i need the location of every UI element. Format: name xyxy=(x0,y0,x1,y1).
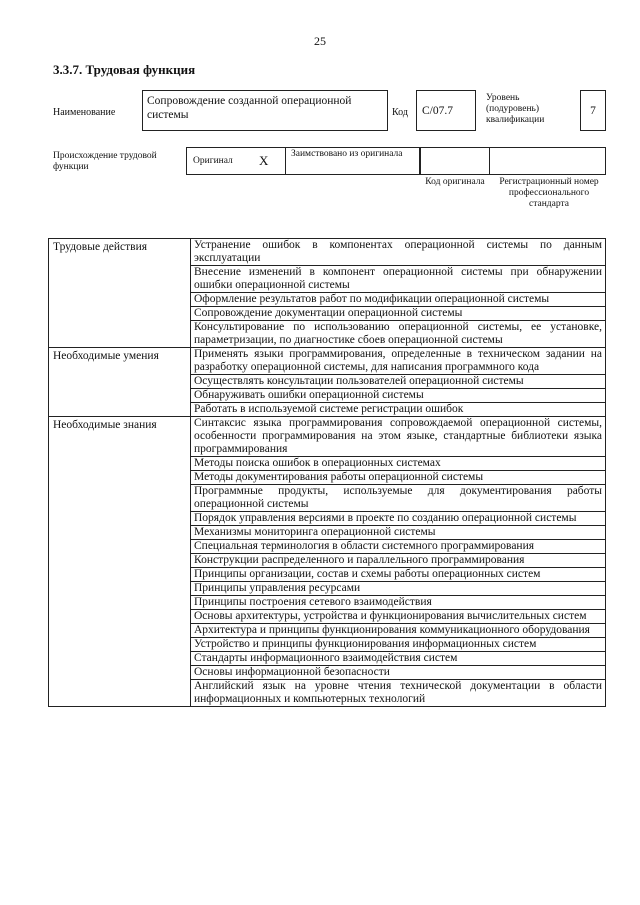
section-title: 3.3.7. Трудовая функция xyxy=(53,62,196,77)
code-original-label: Код оригинала xyxy=(425,177,485,187)
item-cell: Обнаруживать ошибки операционной системы xyxy=(191,389,606,403)
origin-label: Происхождение трудовой функции xyxy=(53,151,157,172)
item-cell: Конструкции распределенного и параллельного программирования xyxy=(191,554,606,568)
item-cell: Методы поиска ошибок в операционных системах xyxy=(191,457,606,471)
item-cell: Применять языки программирования, определенные в техническом задании на разработку операционной системы, для написания программного кода xyxy=(191,348,606,375)
item-cell: Механизмы мониторинга операционной системы xyxy=(191,526,606,540)
borrowed-label: Заимствовано из оригинала xyxy=(291,149,403,159)
item-cell: Синтаксис языка программирования сопровождаемой операционной системы, особенности программирования на этом языке, стандартные библиотеки языка программирования xyxy=(191,417,606,457)
reg-number-label: Регистрационный номер профессионального стандарта xyxy=(499,177,599,209)
reg-number-box xyxy=(489,147,606,175)
category-cell: Необходимые умения xyxy=(49,348,191,417)
category-cell: Необходимые знания xyxy=(49,417,191,707)
item-cell: Принципы управления ресурсами xyxy=(191,582,606,596)
item-cell: Стандарты информационного взаимодействия систем xyxy=(191,652,606,666)
item-cell: Английский язык на уровне чтения технической документации в области информационных и компьютерных технологий xyxy=(191,680,606,707)
item-cell: Специальная терминология в области системного программирования xyxy=(191,540,606,554)
level-label: Уровень (подуровень) квалификации xyxy=(486,93,545,125)
item-cell: Консультирование по использованию операционной системы, ее установке, параметризации, по диагностике сбоев операционной системы xyxy=(191,321,606,348)
table-row xyxy=(49,417,606,457)
item-cell: Работать в используемой системе регистрации ошибок xyxy=(191,403,606,417)
original-label: Оригинал xyxy=(193,156,233,166)
page-number: 25 xyxy=(314,34,326,48)
code-value: С/07.7 xyxy=(416,90,476,131)
code-label: Код xyxy=(392,107,408,118)
item-cell: Основы архитектуры, устройства и функционирования вычислительных систем xyxy=(191,610,606,624)
item-cell: Сопровождение документации операционной системы xyxy=(191,307,606,321)
table-row xyxy=(49,239,606,266)
item-cell: Архитектура и принципы функционирования коммуникационного оборудования xyxy=(191,624,606,638)
item-cell: Принципы построения сетевого взаимодействия xyxy=(191,596,606,610)
function-details-table xyxy=(48,238,606,707)
item-cell: Устранение ошибок в компонентах операционной системы по данным эксплуатации xyxy=(191,239,606,266)
table-row xyxy=(49,348,606,375)
origin-box xyxy=(186,147,420,175)
item-cell: Порядок управления версиями в проекте по созданию операционной системы xyxy=(191,512,606,526)
item-cell: Внесение изменений в компонент операционной системы при обнаружении ошибки операционной системы xyxy=(191,266,606,293)
code-original-box xyxy=(420,147,490,175)
origin-divider xyxy=(285,147,286,175)
item-cell: Основы информационной безопасности xyxy=(191,666,606,680)
category-cell: Трудовые действия xyxy=(49,239,191,348)
item-cell: Оформление результатов работ по модификации операционной системы xyxy=(191,293,606,307)
item-cell: Осуществлять консультации пользователей операционной системы xyxy=(191,375,606,389)
item-cell: Устройство и принципы функционирования информационных систем xyxy=(191,638,606,652)
item-cell: Методы документирования работы операционной системы xyxy=(191,471,606,485)
item-cell: Принципы организации, состав и схемы работы операционных систем xyxy=(191,568,606,582)
item-cell: Программные продукты, используемые для документирования работы операционной системы xyxy=(191,485,606,512)
name-value: Сопровождение созданной операционной системы xyxy=(142,90,388,131)
name-label: Наименование xyxy=(53,107,116,118)
original-mark: X xyxy=(259,153,269,168)
level-value: 7 xyxy=(580,90,606,131)
